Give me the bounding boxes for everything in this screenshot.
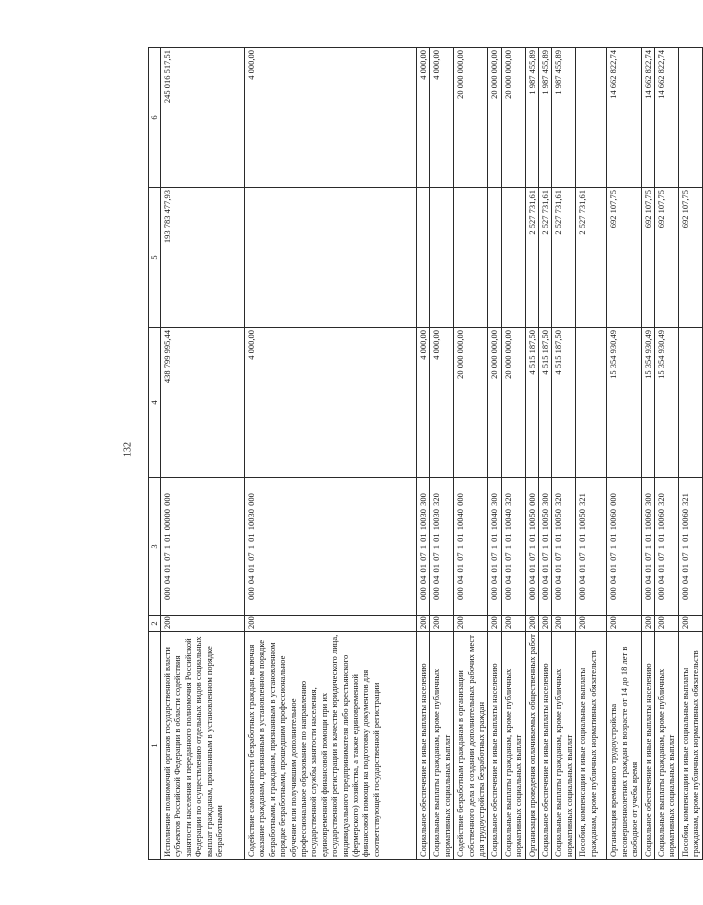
- header-col-4: 4: [149, 328, 161, 478]
- row-kbk: 000 04 01 07 1 01 10060 321: [678, 478, 702, 616]
- row-value-col4: 20 000 000,00: [501, 328, 525, 478]
- table-row: [607, 48, 641, 860]
- row-value-col6: 4 000,00: [417, 48, 430, 188]
- header-col-2: 2: [149, 616, 161, 632]
- row-kbk: 000 04 01 07 1 01 10050 300: [539, 478, 552, 616]
- row-value-col5: 2 527 731,61: [539, 188, 552, 328]
- row-value-col6: 14 662 822,74: [641, 48, 654, 188]
- row-kbk: 000 04 01 07 1 01 10030 320: [430, 478, 454, 616]
- row-name: Социальное обеспечение и иные выплаты населению: [641, 632, 654, 860]
- row-value-col6: 14 662 822,74: [607, 48, 641, 188]
- row-value-col6: 1 987 455,89: [539, 48, 552, 188]
- row-name: Содействие самозанятости безработных граждан, включая оказание гражданам, признанным в установленном порядке безработными, и гражданам, признанным в установленном порядке безработными, прошедшим профессиональное обучение или получившим дополнительное профессиональное образование по направлению государственной службы занятости населения, единовременной финансовой помощи при их государственной регистрации в качестве юридического лица, индивидуального предпринимателя либо крестьянского (фермерского) хозяйства, а также единовременной финансовой помощи на подготовку документов для соответствующей государственной регистрации: [245, 632, 417, 860]
- row-kbk: 000 04 01 07 1 01 10040 000: [454, 478, 488, 616]
- row-value-col6: 20 000 000,00: [501, 48, 525, 188]
- table-row: [430, 48, 454, 860]
- table-row: [525, 48, 538, 860]
- table-row: [654, 48, 678, 860]
- table-row: [539, 48, 552, 860]
- row-code: 200: [430, 616, 454, 632]
- row-kbk: 000 04 01 07 1 01 10060 320: [654, 478, 678, 616]
- row-value-col5: 193 783 477,93: [161, 188, 245, 328]
- row-value-col4: 4 515 187,50: [539, 328, 552, 478]
- row-value-col4: 20 000 000,00: [454, 328, 488, 478]
- row-code: 200: [161, 616, 245, 632]
- row-value-col5: [245, 188, 417, 328]
- row-kbk: 000 04 01 07 1 01 10050 321: [576, 478, 607, 616]
- row-kbk: 000 04 01 07 1 01 10040 320: [501, 478, 525, 616]
- table-row: [501, 48, 525, 860]
- row-code: 200: [525, 616, 538, 632]
- row-value-col6: 1 987 455,89: [525, 48, 538, 188]
- row-value-col5: [488, 188, 501, 328]
- row-value-col5: [417, 188, 430, 328]
- row-name: Социальное обеспечение и иные выплаты населению: [417, 632, 430, 860]
- row-kbk: 000 04 01 07 1 01 10060 000: [607, 478, 641, 616]
- row-value-col5: 2 527 731,61: [552, 188, 576, 328]
- row-name: Социальные выплаты гражданам, кроме публичных нормативных социальных выплат: [501, 632, 525, 860]
- row-value-col6: 245 016 517,51: [161, 48, 245, 188]
- row-value-col4: 15 354 930,49: [607, 328, 641, 478]
- row-value-col5: 692 107,75: [654, 188, 678, 328]
- table-row: [488, 48, 501, 860]
- row-code: 200: [576, 616, 607, 632]
- row-value-col4: 438 799 995,44: [161, 328, 245, 478]
- row-name: Исполнение полномочий органов государственной власти субъектов Российской Федерации в области содействия занятости населения и переданного полномочия Российской Федерации по осуществлению отдельных видов социальных выплат гражданам, признанным в установленном порядке безработными: [161, 632, 245, 860]
- table-row: [641, 48, 654, 860]
- row-value-col5: [501, 188, 525, 328]
- row-name: Социальные выплаты гражданам, кроме публичных нормативных социальных выплат: [654, 632, 678, 860]
- table-row: [161, 48, 245, 860]
- header-col-3: 3: [149, 478, 161, 616]
- row-code: 200: [552, 616, 576, 632]
- row-name: Пособия, компенсации и иные социальные выплаты гражданам, кроме публичных нормативных обязательств: [576, 632, 607, 860]
- table-row: [576, 48, 607, 860]
- row-name: Организация временного трудоустройства несовершеннолетних граждан в возрасте от 14 до 18 лет в свободное от учебы время: [607, 632, 641, 860]
- row-value-col4: 4 515 187,50: [525, 328, 538, 478]
- table-row: [417, 48, 430, 860]
- table-row: [454, 48, 488, 860]
- row-name: Социальное обеспечение и иные выплаты населению: [539, 632, 552, 860]
- row-kbk: 000 04 01 07 1 01 10050 000: [525, 478, 538, 616]
- table-row: [678, 48, 702, 860]
- row-value-col6: 20 000 000,00: [454, 48, 488, 188]
- row-value-col4: 20 000 000,00: [488, 328, 501, 478]
- row-kbk: 000 04 01 07 1 01 10030 300: [417, 478, 430, 616]
- row-code: 200: [654, 616, 678, 632]
- header-row: [149, 48, 161, 860]
- page-number: 132: [122, 442, 134, 457]
- row-value-col6: [678, 48, 702, 188]
- row-code: 200: [245, 616, 417, 632]
- row-value-col5: 2 527 731,61: [576, 188, 607, 328]
- row-kbk: 000 04 01 07 1 01 10050 320: [552, 478, 576, 616]
- row-value-col5: 2 527 731,61: [525, 188, 538, 328]
- row-name: Организация проведения оплачиваемых общественных работ: [525, 632, 538, 860]
- row-value-col5: 692 107,75: [641, 188, 654, 328]
- row-code: 200: [678, 616, 702, 632]
- row-kbk: 000 04 01 07 1 01 10060 300: [641, 478, 654, 616]
- row-value-col6: 1 987 455,89: [552, 48, 576, 188]
- row-value-col5: [430, 188, 454, 328]
- row-code: 200: [488, 616, 501, 632]
- rotated-table-container: [148, 48, 701, 860]
- row-value-col4: [678, 328, 702, 478]
- row-value-col6: 14 662 822,74: [654, 48, 678, 188]
- row-value-col6: [576, 48, 607, 188]
- row-value-col4: [576, 328, 607, 478]
- row-kbk: 000 04 01 07 1 01 00000 000: [161, 478, 245, 616]
- row-code: 200: [641, 616, 654, 632]
- row-value-col5: 692 107,75: [678, 188, 702, 328]
- row-value-col6: 4 000,00: [245, 48, 417, 188]
- row-value-col4: 15 354 930,49: [641, 328, 654, 478]
- row-name: Содействие безработным гражданам в организации собственного дела и создании дополнительных рабочих мест для трудоустройства безработных граждан: [454, 632, 488, 860]
- row-code: 200: [417, 616, 430, 632]
- row-value-col5: [454, 188, 488, 328]
- header-col-6: 6: [149, 48, 161, 188]
- header-col-1: 1: [149, 632, 161, 860]
- row-value-col4: 4 000,00: [417, 328, 430, 478]
- table-row: [245, 48, 417, 860]
- row-value-col4: 4 000,00: [245, 328, 417, 478]
- row-name: Социальные выплаты гражданам, кроме публичных нормативных социальных выплат: [552, 632, 576, 860]
- row-kbk: 000 04 01 07 1 01 10030 000: [245, 478, 417, 616]
- row-value-col4: 4 000,00: [430, 328, 454, 478]
- header-col-5: 5: [149, 188, 161, 328]
- row-code: 200: [539, 616, 552, 632]
- row-code: 200: [501, 616, 525, 632]
- row-value-col4: 4 515 187,50: [552, 328, 576, 478]
- row-kbk: 000 04 01 07 1 01 10040 300: [488, 478, 501, 616]
- row-value-col5: 692 107,75: [607, 188, 641, 328]
- row-value-col6: 20 000 000,00: [488, 48, 501, 188]
- row-value-col4: 15 354 930,49: [654, 328, 678, 478]
- row-name: Социальное обеспечение и иные выплаты населению: [488, 632, 501, 860]
- row-value-col6: 4 000,00: [430, 48, 454, 188]
- table-row: [552, 48, 576, 860]
- row-code: 200: [454, 616, 488, 632]
- row-code: 200: [607, 616, 641, 632]
- row-name: Пособия, компенсации и иные социальные выплаты гражданам, кроме публичных нормативных обязательств: [678, 632, 702, 860]
- row-name: Социальные выплаты гражданам, кроме публичных нормативных социальных выплат: [430, 632, 454, 860]
- budget-table: [148, 47, 703, 860]
